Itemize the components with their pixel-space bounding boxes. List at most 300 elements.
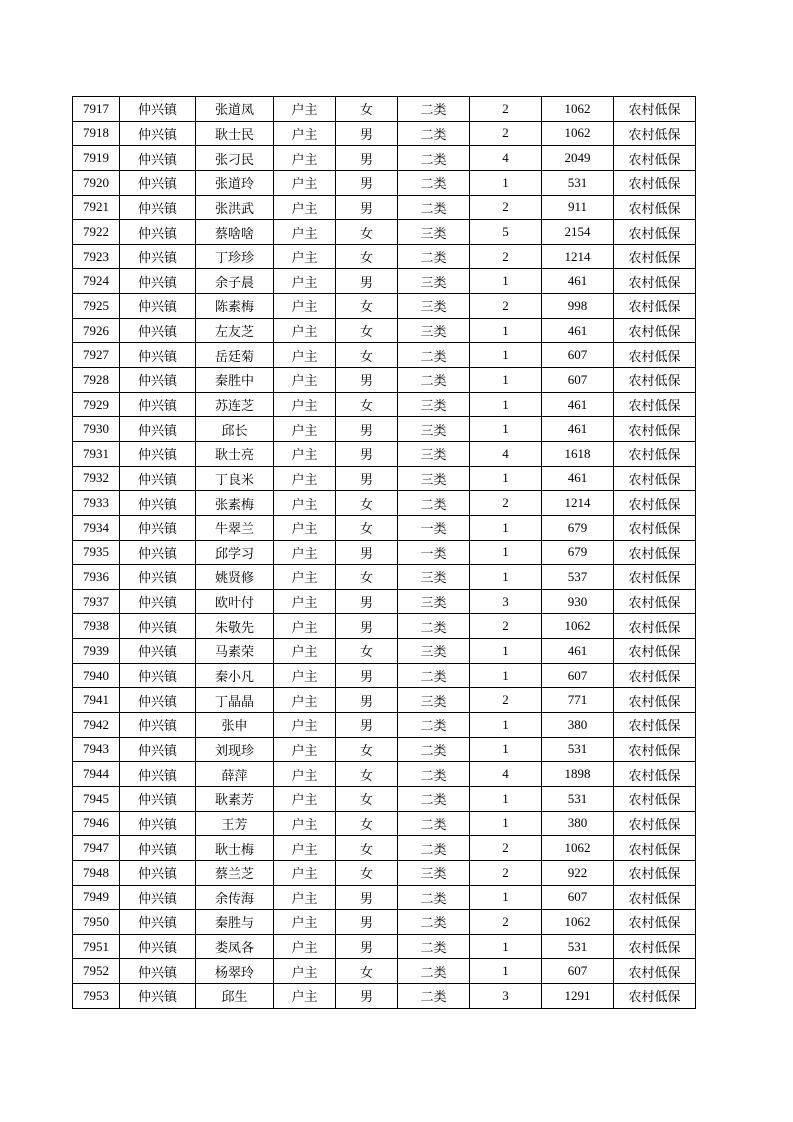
table-row (73, 441, 696, 466)
amount-cell: 531 (542, 170, 614, 195)
record-id-cell: 7930 (73, 417, 120, 442)
town-cell: 仲兴镇 (120, 343, 196, 368)
town-cell: 仲兴镇 (120, 663, 196, 688)
relation-cell: 户主 (274, 121, 336, 146)
town-cell: 仲兴镇 (120, 121, 196, 146)
household-size-cell: 1 (470, 318, 542, 343)
table-row (73, 860, 696, 885)
amount-cell: 531 (542, 934, 614, 959)
amount-cell: 922 (542, 860, 614, 885)
town-cell: 仲兴镇 (120, 195, 196, 220)
record-id-cell: 7924 (73, 269, 120, 294)
relation-cell: 户主 (274, 713, 336, 738)
table-row (73, 318, 696, 343)
relation-cell: 户主 (274, 269, 336, 294)
record-id-cell: 7923 (73, 244, 120, 269)
relation-cell: 户主 (274, 786, 336, 811)
town-cell: 仲兴镇 (120, 639, 196, 664)
gender-cell: 女 (336, 392, 398, 417)
table-row (73, 244, 696, 269)
amount-cell: 930 (542, 589, 614, 614)
relation-cell: 户主 (274, 146, 336, 171)
name-cell: 张洪武 (196, 195, 274, 220)
relation-cell: 户主 (274, 466, 336, 491)
table-row (73, 713, 696, 738)
gender-cell: 女 (336, 97, 398, 122)
amount-cell: 531 (542, 786, 614, 811)
name-cell: 耿士民 (196, 121, 274, 146)
record-id-cell: 7947 (73, 836, 120, 861)
household-size-cell: 1 (470, 934, 542, 959)
amount-cell: 1618 (542, 441, 614, 466)
category-cell: 三类 (398, 639, 470, 664)
town-cell: 仲兴镇 (120, 762, 196, 787)
category-cell: 三类 (398, 269, 470, 294)
program-cell: 农村低保 (614, 984, 696, 1009)
name-cell: 薛萍 (196, 762, 274, 787)
household-size-cell: 2 (470, 97, 542, 122)
name-cell: 左友芝 (196, 318, 274, 343)
table-row (73, 417, 696, 442)
relation-cell: 户主 (274, 195, 336, 220)
beneficiary-table (72, 96, 696, 1009)
amount-cell: 2154 (542, 220, 614, 245)
amount-cell: 461 (542, 417, 614, 442)
category-cell: 二类 (398, 343, 470, 368)
record-id-cell: 7929 (73, 392, 120, 417)
program-cell: 农村低保 (614, 515, 696, 540)
table-row (73, 762, 696, 787)
relation-cell: 户主 (274, 417, 336, 442)
amount-cell: 1214 (542, 244, 614, 269)
program-cell: 农村低保 (614, 737, 696, 762)
name-cell: 马素荣 (196, 639, 274, 664)
name-cell: 邱学习 (196, 540, 274, 565)
table-row (73, 688, 696, 713)
record-id-cell: 7949 (73, 885, 120, 910)
household-size-cell: 2 (470, 910, 542, 935)
amount-cell: 461 (542, 318, 614, 343)
record-id-cell: 7944 (73, 762, 120, 787)
name-cell: 余子晨 (196, 269, 274, 294)
program-cell: 农村低保 (614, 195, 696, 220)
household-size-cell: 2 (470, 614, 542, 639)
table-row (73, 515, 696, 540)
town-cell: 仲兴镇 (120, 269, 196, 294)
program-cell: 农村低保 (614, 762, 696, 787)
gender-cell: 男 (336, 589, 398, 614)
household-size-cell: 4 (470, 146, 542, 171)
table-row (73, 663, 696, 688)
household-size-cell: 1 (470, 466, 542, 491)
amount-cell: 998 (542, 294, 614, 319)
name-cell: 耿士亮 (196, 441, 274, 466)
town-cell: 仲兴镇 (120, 713, 196, 738)
program-cell: 农村低保 (614, 639, 696, 664)
category-cell: 二类 (398, 97, 470, 122)
program-cell: 农村低保 (614, 368, 696, 393)
category-cell: 二类 (398, 614, 470, 639)
gender-cell: 女 (336, 959, 398, 984)
table-row (73, 97, 696, 122)
category-cell: 二类 (398, 934, 470, 959)
record-id-cell: 7926 (73, 318, 120, 343)
name-cell: 秦胜中 (196, 368, 274, 393)
amount-cell: 461 (542, 466, 614, 491)
record-id-cell: 7927 (73, 343, 120, 368)
category-cell: 二类 (398, 737, 470, 762)
amount-cell: 1898 (542, 762, 614, 787)
category-cell: 三类 (398, 860, 470, 885)
household-size-cell: 4 (470, 762, 542, 787)
gender-cell: 女 (336, 811, 398, 836)
gender-cell: 女 (336, 860, 398, 885)
record-id-cell: 7937 (73, 589, 120, 614)
household-size-cell: 1 (470, 343, 542, 368)
gender-cell: 男 (336, 170, 398, 195)
category-cell: 三类 (398, 392, 470, 417)
gender-cell: 男 (336, 713, 398, 738)
town-cell: 仲兴镇 (120, 417, 196, 442)
category-cell: 二类 (398, 811, 470, 836)
table-row (73, 392, 696, 417)
household-size-cell: 1 (470, 540, 542, 565)
relation-cell: 户主 (274, 244, 336, 269)
gender-cell: 男 (336, 195, 398, 220)
town-cell: 仲兴镇 (120, 565, 196, 590)
category-cell: 二类 (398, 762, 470, 787)
gender-cell: 男 (336, 269, 398, 294)
gender-cell: 男 (336, 663, 398, 688)
relation-cell: 户主 (274, 885, 336, 910)
amount-cell: 1214 (542, 491, 614, 516)
category-cell: 二类 (398, 836, 470, 861)
name-cell: 苏连芝 (196, 392, 274, 417)
gender-cell: 男 (336, 688, 398, 713)
table-row (73, 269, 696, 294)
relation-cell: 户主 (274, 663, 336, 688)
gender-cell: 女 (336, 294, 398, 319)
gender-cell: 男 (336, 146, 398, 171)
household-size-cell: 1 (470, 663, 542, 688)
relation-cell: 户主 (274, 860, 336, 885)
town-cell: 仲兴镇 (120, 294, 196, 319)
gender-cell: 女 (336, 515, 398, 540)
table-row (73, 811, 696, 836)
category-cell: 二类 (398, 121, 470, 146)
town-cell: 仲兴镇 (120, 392, 196, 417)
table-row (73, 910, 696, 935)
amount-cell: 531 (542, 737, 614, 762)
household-size-cell: 2 (470, 294, 542, 319)
program-cell: 农村低保 (614, 786, 696, 811)
household-size-cell: 1 (470, 417, 542, 442)
table-row (73, 836, 696, 861)
table-row (73, 786, 696, 811)
name-cell: 邱长 (196, 417, 274, 442)
name-cell: 张申 (196, 713, 274, 738)
household-size-cell: 2 (470, 860, 542, 885)
program-cell: 农村低保 (614, 146, 696, 171)
name-cell: 丁珍珍 (196, 244, 274, 269)
table-row (73, 934, 696, 959)
table-row (73, 195, 696, 220)
town-cell: 仲兴镇 (120, 466, 196, 491)
record-id-cell: 7940 (73, 663, 120, 688)
category-cell: 二类 (398, 663, 470, 688)
household-size-cell: 1 (470, 368, 542, 393)
program-cell: 农村低保 (614, 688, 696, 713)
record-id-cell: 7943 (73, 737, 120, 762)
name-cell: 耿士梅 (196, 836, 274, 861)
table-row (73, 565, 696, 590)
household-size-cell: 1 (470, 269, 542, 294)
record-id-cell: 7918 (73, 121, 120, 146)
relation-cell: 户主 (274, 910, 336, 935)
amount-cell: 1062 (542, 836, 614, 861)
relation-cell: 户主 (274, 688, 336, 713)
record-id-cell: 7942 (73, 713, 120, 738)
amount-cell: 1062 (542, 97, 614, 122)
category-cell: 二类 (398, 959, 470, 984)
gender-cell: 男 (336, 910, 398, 935)
town-cell: 仲兴镇 (120, 737, 196, 762)
name-cell: 杨翠玲 (196, 959, 274, 984)
relation-cell: 户主 (274, 565, 336, 590)
town-cell: 仲兴镇 (120, 244, 196, 269)
category-cell: 三类 (398, 565, 470, 590)
name-cell: 王芳 (196, 811, 274, 836)
amount-cell: 607 (542, 368, 614, 393)
table-row (73, 170, 696, 195)
table-body (73, 97, 696, 1009)
category-cell: 二类 (398, 984, 470, 1009)
gender-cell: 男 (336, 368, 398, 393)
town-cell: 仲兴镇 (120, 515, 196, 540)
town-cell: 仲兴镇 (120, 934, 196, 959)
household-size-cell: 2 (470, 836, 542, 861)
relation-cell: 户主 (274, 368, 336, 393)
gender-cell: 男 (336, 885, 398, 910)
amount-cell: 461 (542, 269, 614, 294)
record-id-cell: 7952 (73, 959, 120, 984)
table-row (73, 984, 696, 1009)
town-cell: 仲兴镇 (120, 368, 196, 393)
name-cell: 蔡啥啥 (196, 220, 274, 245)
name-cell: 张道凤 (196, 97, 274, 122)
program-cell: 农村低保 (614, 885, 696, 910)
table-row (73, 959, 696, 984)
gender-cell: 女 (336, 244, 398, 269)
record-id-cell: 7917 (73, 97, 120, 122)
household-size-cell: 1 (470, 885, 542, 910)
category-cell: 二类 (398, 170, 470, 195)
town-cell: 仲兴镇 (120, 491, 196, 516)
name-cell: 张道玲 (196, 170, 274, 195)
amount-cell: 679 (542, 515, 614, 540)
amount-cell: 607 (542, 885, 614, 910)
name-cell: 秦胜与 (196, 910, 274, 935)
record-id-cell: 7938 (73, 614, 120, 639)
town-cell: 仲兴镇 (120, 441, 196, 466)
gender-cell: 女 (336, 565, 398, 590)
category-cell: 二类 (398, 491, 470, 516)
town-cell: 仲兴镇 (120, 170, 196, 195)
relation-cell: 户主 (274, 515, 336, 540)
town-cell: 仲兴镇 (120, 959, 196, 984)
table-row (73, 343, 696, 368)
program-cell: 农村低保 (614, 713, 696, 738)
record-id-cell: 7948 (73, 860, 120, 885)
town-cell: 仲兴镇 (120, 688, 196, 713)
category-cell: 二类 (398, 146, 470, 171)
household-size-cell: 3 (470, 984, 542, 1009)
record-id-cell: 7951 (73, 934, 120, 959)
relation-cell: 户主 (274, 441, 336, 466)
name-cell: 丁晶晶 (196, 688, 274, 713)
category-cell: 一类 (398, 540, 470, 565)
gender-cell: 男 (336, 441, 398, 466)
program-cell: 农村低保 (614, 663, 696, 688)
name-cell: 蔡兰芝 (196, 860, 274, 885)
relation-cell: 户主 (274, 639, 336, 664)
category-cell: 二类 (398, 713, 470, 738)
amount-cell: 1062 (542, 121, 614, 146)
amount-cell: 380 (542, 811, 614, 836)
category-cell: 三类 (398, 318, 470, 343)
relation-cell: 户主 (274, 836, 336, 861)
name-cell: 秦小凡 (196, 663, 274, 688)
town-cell: 仲兴镇 (120, 860, 196, 885)
name-cell: 岳廷菊 (196, 343, 274, 368)
record-id-cell: 7928 (73, 368, 120, 393)
gender-cell: 女 (336, 343, 398, 368)
program-cell: 农村低保 (614, 589, 696, 614)
program-cell: 农村低保 (614, 97, 696, 122)
table-row (73, 589, 696, 614)
relation-cell: 户主 (274, 959, 336, 984)
program-cell: 农村低保 (614, 934, 696, 959)
town-cell: 仲兴镇 (120, 220, 196, 245)
program-cell: 农村低保 (614, 540, 696, 565)
amount-cell: 1291 (542, 984, 614, 1009)
table-row (73, 146, 696, 171)
household-size-cell: 2 (470, 195, 542, 220)
table-row (73, 737, 696, 762)
gender-cell: 男 (336, 540, 398, 565)
record-id-cell: 7945 (73, 786, 120, 811)
gender-cell: 女 (336, 318, 398, 343)
town-cell: 仲兴镇 (120, 97, 196, 122)
name-cell: 张刁民 (196, 146, 274, 171)
town-cell: 仲兴镇 (120, 885, 196, 910)
amount-cell: 461 (542, 639, 614, 664)
name-cell: 刘现珍 (196, 737, 274, 762)
gender-cell: 男 (336, 614, 398, 639)
household-size-cell: 1 (470, 811, 542, 836)
table-row (73, 885, 696, 910)
record-id-cell: 7925 (73, 294, 120, 319)
gender-cell: 女 (336, 786, 398, 811)
program-cell: 农村低保 (614, 614, 696, 639)
record-id-cell: 7946 (73, 811, 120, 836)
amount-cell: 679 (542, 540, 614, 565)
town-cell: 仲兴镇 (120, 146, 196, 171)
gender-cell: 女 (336, 220, 398, 245)
program-cell: 农村低保 (614, 860, 696, 885)
amount-cell: 2049 (542, 146, 614, 171)
name-cell: 邱生 (196, 984, 274, 1009)
table-row (73, 121, 696, 146)
amount-cell: 607 (542, 663, 614, 688)
household-size-cell: 1 (470, 392, 542, 417)
household-size-cell: 2 (470, 121, 542, 146)
program-cell: 农村低保 (614, 910, 696, 935)
program-cell: 农村低保 (614, 836, 696, 861)
relation-cell: 户主 (274, 97, 336, 122)
record-id-cell: 7935 (73, 540, 120, 565)
table-row (73, 294, 696, 319)
gender-cell: 男 (336, 934, 398, 959)
household-size-cell: 1 (470, 713, 542, 738)
table-row (73, 220, 696, 245)
category-cell: 三类 (398, 220, 470, 245)
category-cell: 二类 (398, 368, 470, 393)
amount-cell: 380 (542, 713, 614, 738)
name-cell: 姚贤修 (196, 565, 274, 590)
program-cell: 农村低保 (614, 121, 696, 146)
program-cell: 农村低保 (614, 811, 696, 836)
household-size-cell: 1 (470, 786, 542, 811)
town-cell: 仲兴镇 (120, 984, 196, 1009)
category-cell: 一类 (398, 515, 470, 540)
household-size-cell: 1 (470, 565, 542, 590)
name-cell: 余传海 (196, 885, 274, 910)
table-row (73, 368, 696, 393)
name-cell: 欧叶付 (196, 589, 274, 614)
program-cell: 农村低保 (614, 318, 696, 343)
record-id-cell: 7931 (73, 441, 120, 466)
town-cell: 仲兴镇 (120, 836, 196, 861)
gender-cell: 男 (336, 466, 398, 491)
household-size-cell: 1 (470, 737, 542, 762)
amount-cell: 607 (542, 959, 614, 984)
record-id-cell: 7953 (73, 984, 120, 1009)
gender-cell: 女 (336, 836, 398, 861)
household-size-cell: 4 (470, 441, 542, 466)
household-size-cell: 2 (470, 244, 542, 269)
relation-cell: 户主 (274, 614, 336, 639)
name-cell: 陈素梅 (196, 294, 274, 319)
category-cell: 二类 (398, 910, 470, 935)
relation-cell: 户主 (274, 220, 336, 245)
town-cell: 仲兴镇 (120, 318, 196, 343)
amount-cell: 771 (542, 688, 614, 713)
record-id-cell: 7921 (73, 195, 120, 220)
name-cell: 朱敬先 (196, 614, 274, 639)
record-id-cell: 7939 (73, 639, 120, 664)
name-cell: 耿素芳 (196, 786, 274, 811)
amount-cell: 607 (542, 343, 614, 368)
program-cell: 农村低保 (614, 244, 696, 269)
category-cell: 二类 (398, 786, 470, 811)
gender-cell: 男 (336, 417, 398, 442)
household-size-cell: 5 (470, 220, 542, 245)
record-id-cell: 7936 (73, 565, 120, 590)
record-id-cell: 7941 (73, 688, 120, 713)
name-cell: 牛翠兰 (196, 515, 274, 540)
category-cell: 三类 (398, 466, 470, 491)
